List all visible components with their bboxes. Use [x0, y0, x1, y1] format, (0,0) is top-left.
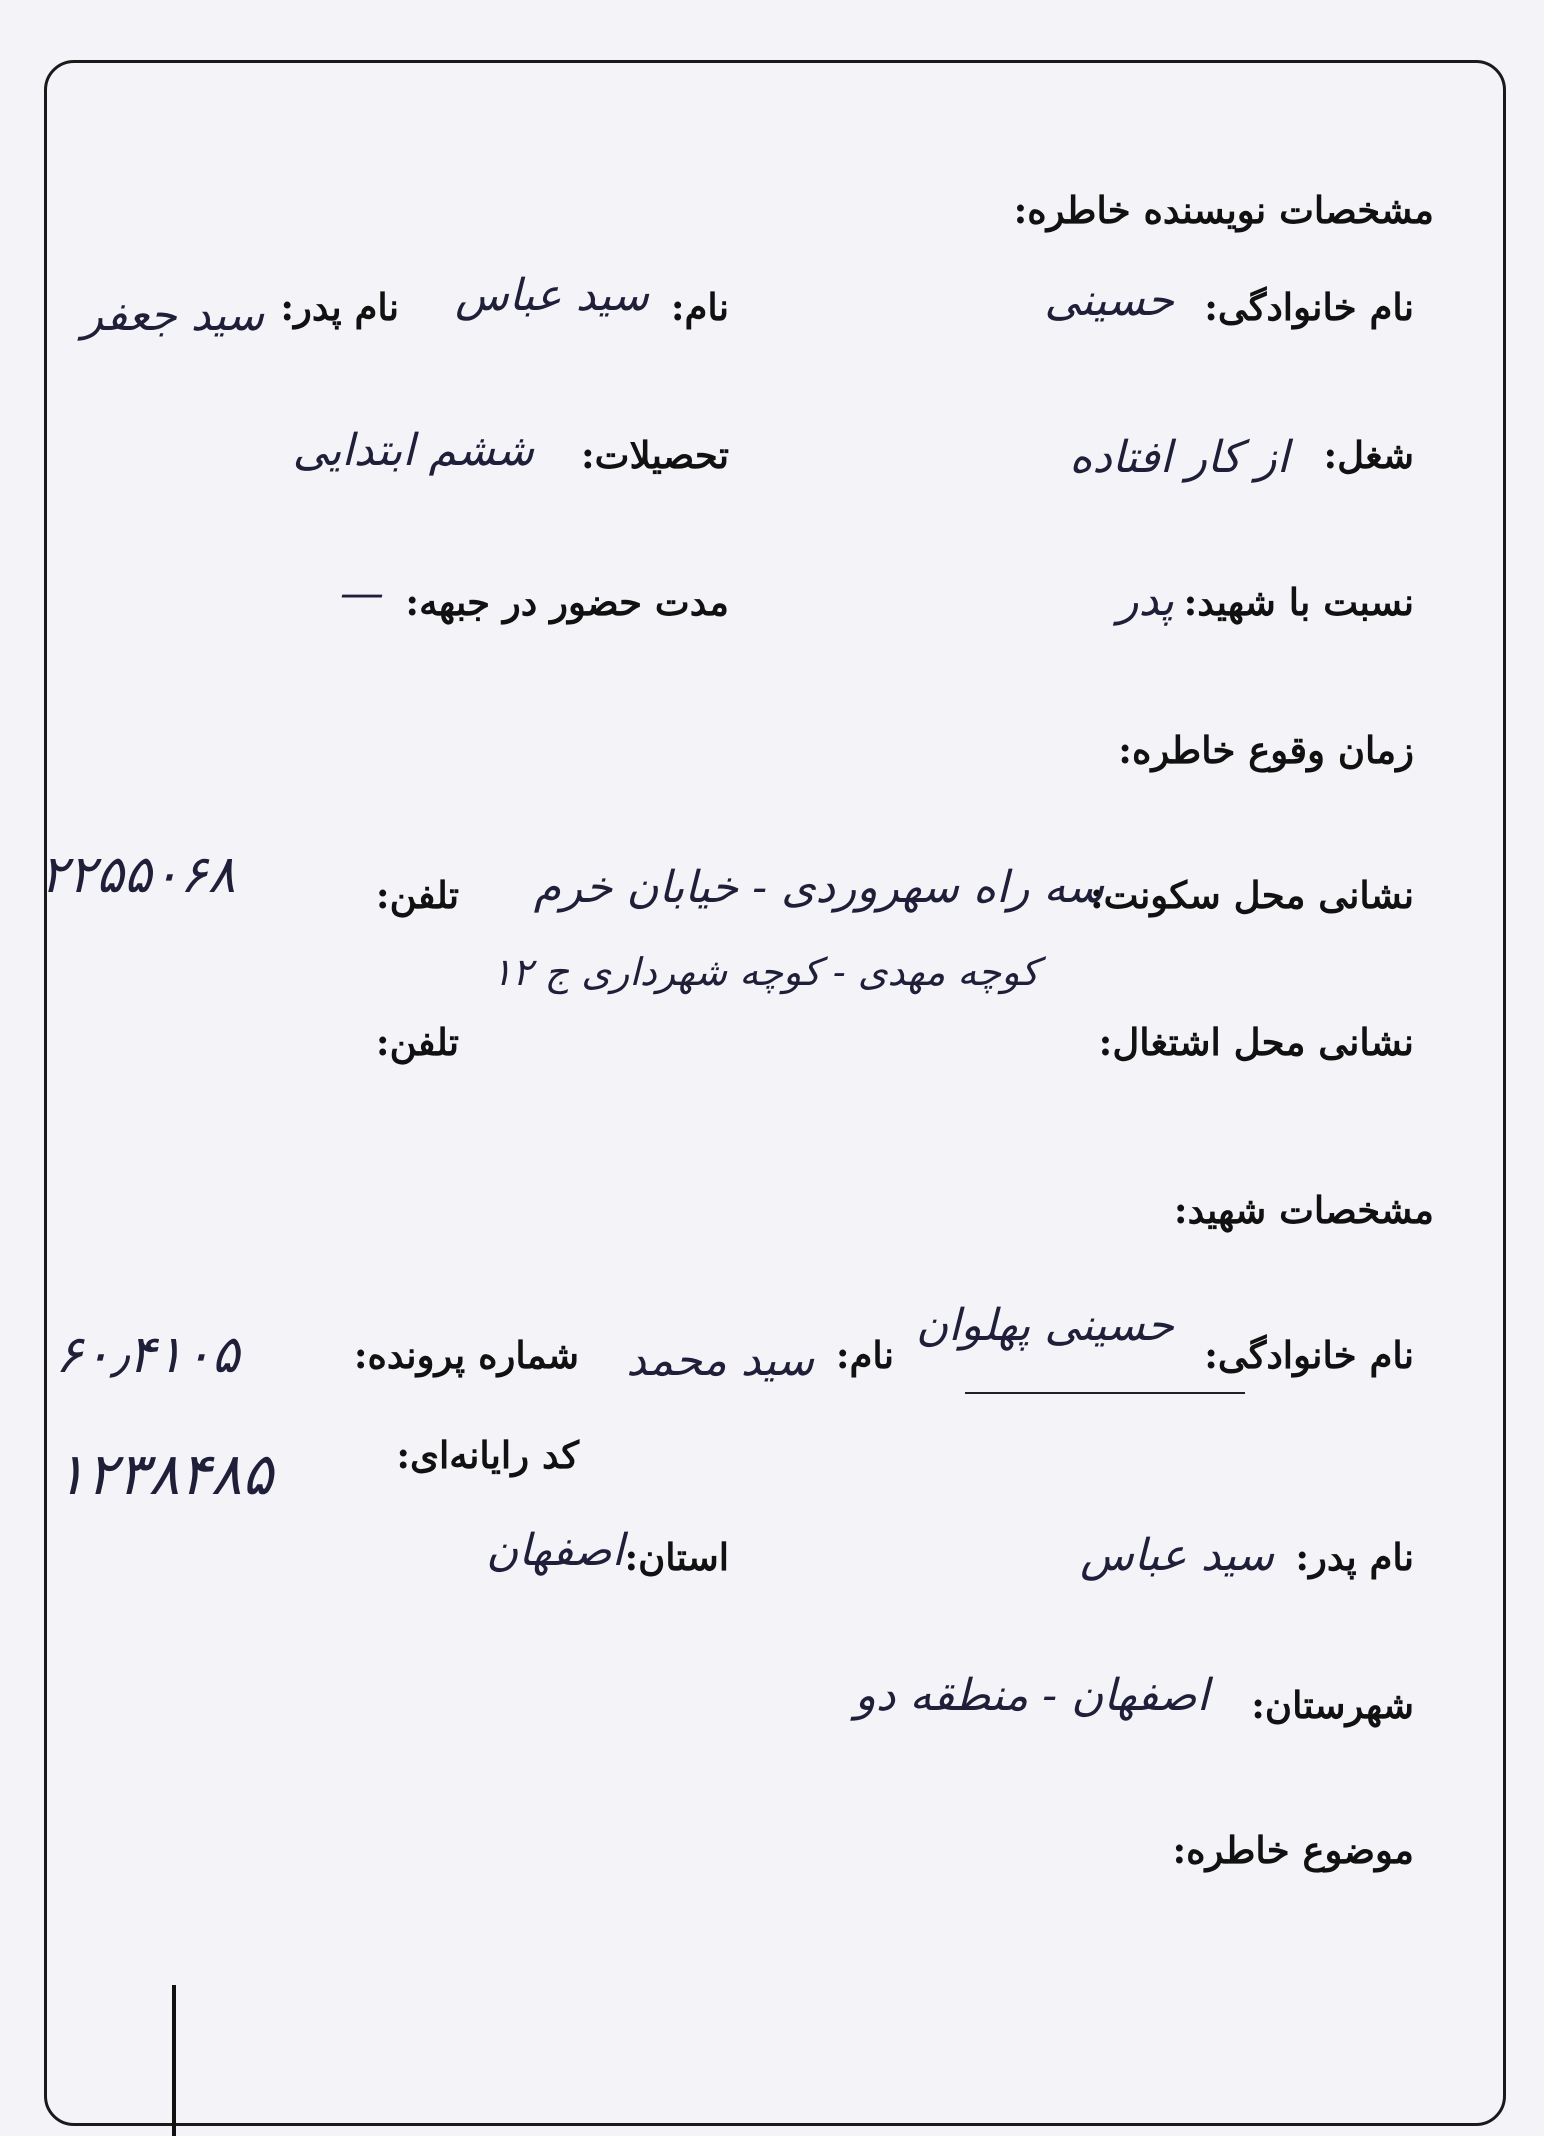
- martyr-code-label: کد رایانه‌ای:: [396, 1433, 579, 1477]
- martyr-code-value: ۱۲۳۸۴۸۵: [55, 1440, 274, 1508]
- file-number-underline: [965, 1392, 1245, 1394]
- author-job-value: از کار افتاده: [1069, 432, 1289, 483]
- author-front-label: مدت حضور در جبهه:: [405, 580, 729, 624]
- author-education-label: تحصیلات:: [581, 433, 729, 477]
- martyr-province-value: اصفهان: [486, 1525, 624, 1576]
- author-relation-value: پدر: [1117, 575, 1174, 626]
- martyr-father-value: سید عباس: [1080, 1530, 1274, 1581]
- author-heading: مشخصات نویسنده خاطره:: [1013, 188, 1434, 232]
- martyr-file-value: ۶۰٫۴۱۰۵: [55, 1325, 240, 1385]
- martyr-name-label: نام:: [835, 1333, 894, 1377]
- martyr-city-label: شهرستان:: [1251, 1683, 1414, 1727]
- martyr-province-label: استان:: [624, 1535, 729, 1579]
- martyr-file-label: شماره پرونده:: [353, 1333, 579, 1377]
- author-father-label: نام پدر:: [280, 285, 399, 329]
- martyr-father-label: نام پدر:: [1295, 1535, 1414, 1579]
- author-work-label: نشانی محل اشتغال:: [1098, 1020, 1414, 1064]
- martyr-city-value: اصفهان - منطقه دو: [854, 1670, 1209, 1721]
- author-job-label: شغل:: [1323, 433, 1414, 477]
- author-phone-value: ۲۲۵۵۰۶۸: [40, 845, 236, 905]
- author-name-value: سید عباس: [455, 270, 649, 321]
- author-family-value: حسینی: [1044, 275, 1174, 326]
- martyr-subject-label: موضوع خاطره:: [1172, 1828, 1414, 1872]
- author-front-value: —: [340, 568, 384, 619]
- author-name-label: نام:: [670, 285, 729, 329]
- author-relation-label: نسبت با شهید:: [1183, 580, 1414, 624]
- martyr-name-value: سید محمد: [626, 1335, 814, 1386]
- author-education-value: ششم ابتدایی: [292, 425, 534, 476]
- author-time-label: زمان وقوع خاطره:: [1118, 728, 1414, 772]
- author-family-label: نام خانوادگی:: [1204, 285, 1414, 329]
- martyr-family-value: حسینی پهلوان: [915, 1300, 1174, 1351]
- author-home-value: سه راه سهروردی - خیابان خرم: [533, 862, 1104, 913]
- author-phone-label: تلفن:: [375, 873, 459, 917]
- margin-mark-line: [172, 1985, 176, 2136]
- martyr-family-label: نام خانوادگی:: [1204, 1333, 1414, 1377]
- author-work-phone-label: تلفن:: [375, 1020, 459, 1064]
- author-home-value-line2: کوچه مهدی - کوچه شهرداری ج ۱۲: [491, 950, 1039, 994]
- document-frame: [44, 60, 1506, 2126]
- author-home-label: نشانی محل سکونت:: [1089, 873, 1414, 917]
- martyr-heading: مشخصات شهید:: [1173, 1188, 1434, 1232]
- author-father-value: سید جعفر: [81, 290, 264, 341]
